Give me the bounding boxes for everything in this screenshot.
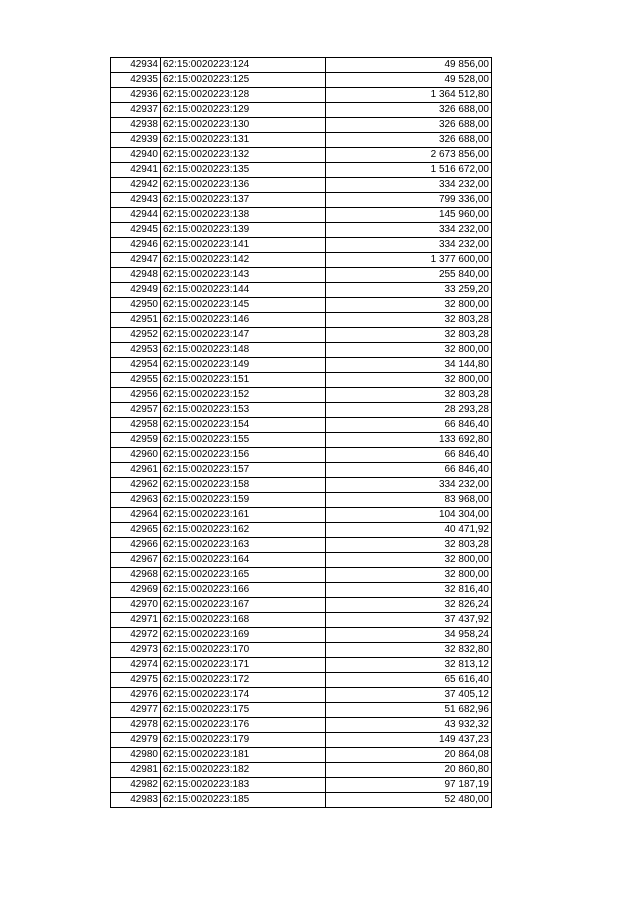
- cadastral-value-cell: 334 232,00: [326, 223, 492, 238]
- cadastral-number-cell: 62:15:0020223:179: [161, 733, 326, 748]
- cadastral-value-cell: 37 405,12: [326, 688, 492, 703]
- cadastral-value-cell: 32 800,00: [326, 343, 492, 358]
- cadastral-value-cell: 51 682,96: [326, 703, 492, 718]
- cadastral-number-cell: 62:15:0020223:168: [161, 613, 326, 628]
- cadastral-number-cell: 62:15:0020223:164: [161, 553, 326, 568]
- table-row: [111, 718, 492, 733]
- table-row: [111, 673, 492, 688]
- cadastral-value-cell: 32 803,28: [326, 388, 492, 403]
- table-row: [111, 493, 492, 508]
- cadastral-value-cell: 66 846,40: [326, 463, 492, 478]
- cadastral-number-cell: 62:15:0020223:128: [161, 88, 326, 103]
- cadastral-number-cell: 62:15:0020223:141: [161, 238, 326, 253]
- table-row: [111, 538, 492, 553]
- row-number-cell: 42961: [111, 463, 161, 478]
- cadastral-value-cell: 49 528,00: [326, 73, 492, 88]
- cadastral-number-cell: 62:15:0020223:137: [161, 193, 326, 208]
- cadastral-value-cell: 334 232,00: [326, 478, 492, 493]
- cadastral-number-cell: 62:15:0020223:162: [161, 523, 326, 538]
- cadastral-value-cell: 149 437,23: [326, 733, 492, 748]
- cadastral-value-cell: 1 364 512,80: [326, 88, 492, 103]
- cadastral-value-cell: 66 846,40: [326, 448, 492, 463]
- table-row: [111, 508, 492, 523]
- row-number-cell: 42966: [111, 538, 161, 553]
- row-number-cell: 42964: [111, 508, 161, 523]
- cadastral-number-cell: 62:15:0020223:156: [161, 448, 326, 463]
- row-number-cell: 42946: [111, 238, 161, 253]
- cadastral-number-cell: 62:15:0020223:148: [161, 343, 326, 358]
- cadastral-number-cell: 62:15:0020223:152: [161, 388, 326, 403]
- cadastral-value-cell: 66 846,40: [326, 418, 492, 433]
- row-number-cell: 42965: [111, 523, 161, 538]
- cadastral-number-cell: 62:15:0020223:149: [161, 358, 326, 373]
- cadastral-value-cell: 1 516 672,00: [326, 163, 492, 178]
- row-number-cell: 42951: [111, 313, 161, 328]
- table-row: [111, 358, 492, 373]
- cadastral-number-cell: 62:15:0020223:135: [161, 163, 326, 178]
- cadastral-value-cell: 255 840,00: [326, 268, 492, 283]
- cadastral-value-cell: 32 813,12: [326, 658, 492, 673]
- cadastral-number-cell: 62:15:0020223:165: [161, 568, 326, 583]
- table-row: [111, 133, 492, 148]
- row-number-cell: 42969: [111, 583, 161, 598]
- row-number-cell: 42945: [111, 223, 161, 238]
- cadastral-number-cell: 62:15:0020223:151: [161, 373, 326, 388]
- row-number-cell: 42952: [111, 328, 161, 343]
- cadastral-number-cell: 62:15:0020223:174: [161, 688, 326, 703]
- cadastral-number-cell: 62:15:0020223:139: [161, 223, 326, 238]
- cadastral-value-cell: 145 960,00: [326, 208, 492, 223]
- cadastral-number-cell: 62:15:0020223:153: [161, 403, 326, 418]
- cadastral-number-cell: 62:15:0020223:129: [161, 103, 326, 118]
- row-number-cell: 42979: [111, 733, 161, 748]
- cadastral-value-cell: 32 803,28: [326, 313, 492, 328]
- table-row: [111, 343, 492, 358]
- cadastral-value-cell: 32 826,24: [326, 598, 492, 613]
- row-number-cell: 42940: [111, 148, 161, 163]
- row-number-cell: 42972: [111, 628, 161, 643]
- cadastral-number-cell: 62:15:0020223:138: [161, 208, 326, 223]
- cadastral-value-cell: 97 187,19: [326, 778, 492, 793]
- cadastral-value-cell: 34 958,24: [326, 628, 492, 643]
- cadastral-value-cell: 49 856,00: [326, 58, 492, 73]
- cadastral-number-cell: 62:15:0020223:183: [161, 778, 326, 793]
- cadastral-number-cell: 62:15:0020223:166: [161, 583, 326, 598]
- cadastral-number-cell: 62:15:0020223:170: [161, 643, 326, 658]
- cadastral-value-cell: 326 688,00: [326, 103, 492, 118]
- cadastral-number-cell: 62:15:0020223:161: [161, 508, 326, 523]
- row-number-cell: 42968: [111, 568, 161, 583]
- cadastral-number-cell: 62:15:0020223:158: [161, 478, 326, 493]
- cadastral-number-cell: 62:15:0020223:159: [161, 493, 326, 508]
- cadastral-number-cell: 62:15:0020223:136: [161, 178, 326, 193]
- cadastral-number-cell: 62:15:0020223:181: [161, 748, 326, 763]
- row-number-cell: 42980: [111, 748, 161, 763]
- table-row: [111, 448, 492, 463]
- table-row: [111, 613, 492, 628]
- table-row: [111, 163, 492, 178]
- cadastral-value-table: [110, 57, 492, 808]
- cadastral-number-cell: 62:15:0020223:185: [161, 793, 326, 808]
- row-number-cell: 42944: [111, 208, 161, 223]
- cadastral-number-cell: 62:15:0020223:175: [161, 703, 326, 718]
- row-number-cell: 42937: [111, 103, 161, 118]
- table-row: [111, 313, 492, 328]
- row-number-cell: 42949: [111, 283, 161, 298]
- row-number-cell: 42970: [111, 598, 161, 613]
- table-row: [111, 583, 492, 598]
- cadastral-number-cell: 62:15:0020223:182: [161, 763, 326, 778]
- cadastral-value-cell: 32 800,00: [326, 373, 492, 388]
- cadastral-value-cell: 104 304,00: [326, 508, 492, 523]
- table-row: [111, 193, 492, 208]
- cadastral-value-cell: 326 688,00: [326, 133, 492, 148]
- table-row: [111, 103, 492, 118]
- cadastral-number-cell: 62:15:0020223:169: [161, 628, 326, 643]
- table-row: [111, 283, 492, 298]
- table-row: [111, 478, 492, 493]
- table-row: [111, 763, 492, 778]
- row-number-cell: 42963: [111, 493, 161, 508]
- cadastral-value-cell: 34 144,80: [326, 358, 492, 373]
- table-row: [111, 523, 492, 538]
- cadastral-number-cell: 62:15:0020223:143: [161, 268, 326, 283]
- row-number-cell: 42960: [111, 448, 161, 463]
- table-body: [111, 58, 492, 808]
- row-number-cell: 42943: [111, 193, 161, 208]
- table-row: [111, 703, 492, 718]
- row-number-cell: 42957: [111, 403, 161, 418]
- cadastral-number-cell: 62:15:0020223:145: [161, 298, 326, 313]
- row-number-cell: 42935: [111, 73, 161, 88]
- cadastral-number-cell: 62:15:0020223:124: [161, 58, 326, 73]
- table-row: [111, 238, 492, 253]
- table-row: [111, 463, 492, 478]
- table-row: [111, 433, 492, 448]
- row-number-cell: 42962: [111, 478, 161, 493]
- table-row: [111, 118, 492, 133]
- cadastral-value-cell: 37 437,92: [326, 613, 492, 628]
- cadastral-value-cell: 28 293,28: [326, 403, 492, 418]
- row-number-cell: 42977: [111, 703, 161, 718]
- row-number-cell: 42958: [111, 418, 161, 433]
- table-row: [111, 733, 492, 748]
- table-row: [111, 553, 492, 568]
- row-number-cell: 42941: [111, 163, 161, 178]
- cadastral-value-cell: 43 932,32: [326, 718, 492, 733]
- table-row: [111, 178, 492, 193]
- table-row: [111, 73, 492, 88]
- table-row: [111, 403, 492, 418]
- row-number-cell: 42956: [111, 388, 161, 403]
- row-number-cell: 42948: [111, 268, 161, 283]
- cadastral-number-cell: 62:15:0020223:125: [161, 73, 326, 88]
- cadastral-number-cell: 62:15:0020223:157: [161, 463, 326, 478]
- cadastral-value-cell: 40 471,92: [326, 523, 492, 538]
- table-row: [111, 598, 492, 613]
- table-row: [111, 328, 492, 343]
- row-number-cell: 42978: [111, 718, 161, 733]
- table-row: [111, 208, 492, 223]
- cadastral-value-cell: 33 259,20: [326, 283, 492, 298]
- row-number-cell: 42976: [111, 688, 161, 703]
- cadastral-value-cell: 20 860,80: [326, 763, 492, 778]
- cadastral-value-cell: 32 800,00: [326, 568, 492, 583]
- row-number-cell: 42950: [111, 298, 161, 313]
- table-row: [111, 298, 492, 313]
- row-number-cell: 42974: [111, 658, 161, 673]
- cadastral-value-cell: 2 673 856,00: [326, 148, 492, 163]
- row-number-cell: 42959: [111, 433, 161, 448]
- table-row: [111, 628, 492, 643]
- table-row: [111, 58, 492, 73]
- cadastral-value-cell: 32 832,80: [326, 643, 492, 658]
- cadastral-number-cell: 62:15:0020223:155: [161, 433, 326, 448]
- table-row: [111, 148, 492, 163]
- row-number-cell: 42971: [111, 613, 161, 628]
- table-row: [111, 223, 492, 238]
- cadastral-value-cell: 334 232,00: [326, 238, 492, 253]
- row-number-cell: 42942: [111, 178, 161, 193]
- row-number-cell: 42981: [111, 763, 161, 778]
- cadastral-value-cell: 65 616,40: [326, 673, 492, 688]
- cadastral-value-cell: 133 692,80: [326, 433, 492, 448]
- cadastral-number-cell: 62:15:0020223:146: [161, 313, 326, 328]
- table-row: [111, 778, 492, 793]
- cadastral-value-cell: 799 336,00: [326, 193, 492, 208]
- cadastral-value-cell: 32 803,28: [326, 328, 492, 343]
- cadastral-value-cell: 32 803,28: [326, 538, 492, 553]
- table-row: [111, 643, 492, 658]
- table-row: [111, 418, 492, 433]
- cadastral-value-cell: 52 480,00: [326, 793, 492, 808]
- table-row: [111, 88, 492, 103]
- table-row: [111, 253, 492, 268]
- cadastral-number-cell: 62:15:0020223:171: [161, 658, 326, 673]
- table-row: [111, 793, 492, 808]
- row-number-cell: 42955: [111, 373, 161, 388]
- row-number-cell: 42954: [111, 358, 161, 373]
- table-row: [111, 373, 492, 388]
- row-number-cell: 42953: [111, 343, 161, 358]
- row-number-cell: 42967: [111, 553, 161, 568]
- table-row: [111, 568, 492, 583]
- cadastral-number-cell: 62:15:0020223:147: [161, 328, 326, 343]
- cadastral-number-cell: 62:15:0020223:163: [161, 538, 326, 553]
- row-number-cell: 42938: [111, 118, 161, 133]
- table-row: [111, 268, 492, 283]
- row-number-cell: 42936: [111, 88, 161, 103]
- cadastral-value-cell: 326 688,00: [326, 118, 492, 133]
- table-row: [111, 748, 492, 763]
- cadastral-number-cell: 62:15:0020223:154: [161, 418, 326, 433]
- cadastral-number-cell: 62:15:0020223:176: [161, 718, 326, 733]
- row-number-cell: 42973: [111, 643, 161, 658]
- cadastral-value-cell: 1 377 600,00: [326, 253, 492, 268]
- cadastral-value-cell: 32 816,40: [326, 583, 492, 598]
- row-number-cell: 42934: [111, 58, 161, 73]
- cadastral-number-cell: 62:15:0020223:130: [161, 118, 326, 133]
- cadastral-number-cell: 62:15:0020223:132: [161, 148, 326, 163]
- table-row: [111, 688, 492, 703]
- cadastral-number-cell: 62:15:0020223:142: [161, 253, 326, 268]
- row-number-cell: 42975: [111, 673, 161, 688]
- cadastral-value-cell: 32 800,00: [326, 298, 492, 313]
- row-number-cell: 42982: [111, 778, 161, 793]
- cadastral-number-cell: 62:15:0020223:172: [161, 673, 326, 688]
- row-number-cell: 42947: [111, 253, 161, 268]
- cadastral-value-cell: 334 232,00: [326, 178, 492, 193]
- cadastral-number-cell: 62:15:0020223:144: [161, 283, 326, 298]
- cadastral-value-cell: 83 968,00: [326, 493, 492, 508]
- cadastral-number-cell: 62:15:0020223:167: [161, 598, 326, 613]
- table-row: [111, 658, 492, 673]
- cadastral-value-cell: 20 864,08: [326, 748, 492, 763]
- row-number-cell: 42983: [111, 793, 161, 808]
- cadastral-value-cell: 32 800,00: [326, 553, 492, 568]
- cadastral-number-cell: 62:15:0020223:131: [161, 133, 326, 148]
- table-row: [111, 388, 492, 403]
- row-number-cell: 42939: [111, 133, 161, 148]
